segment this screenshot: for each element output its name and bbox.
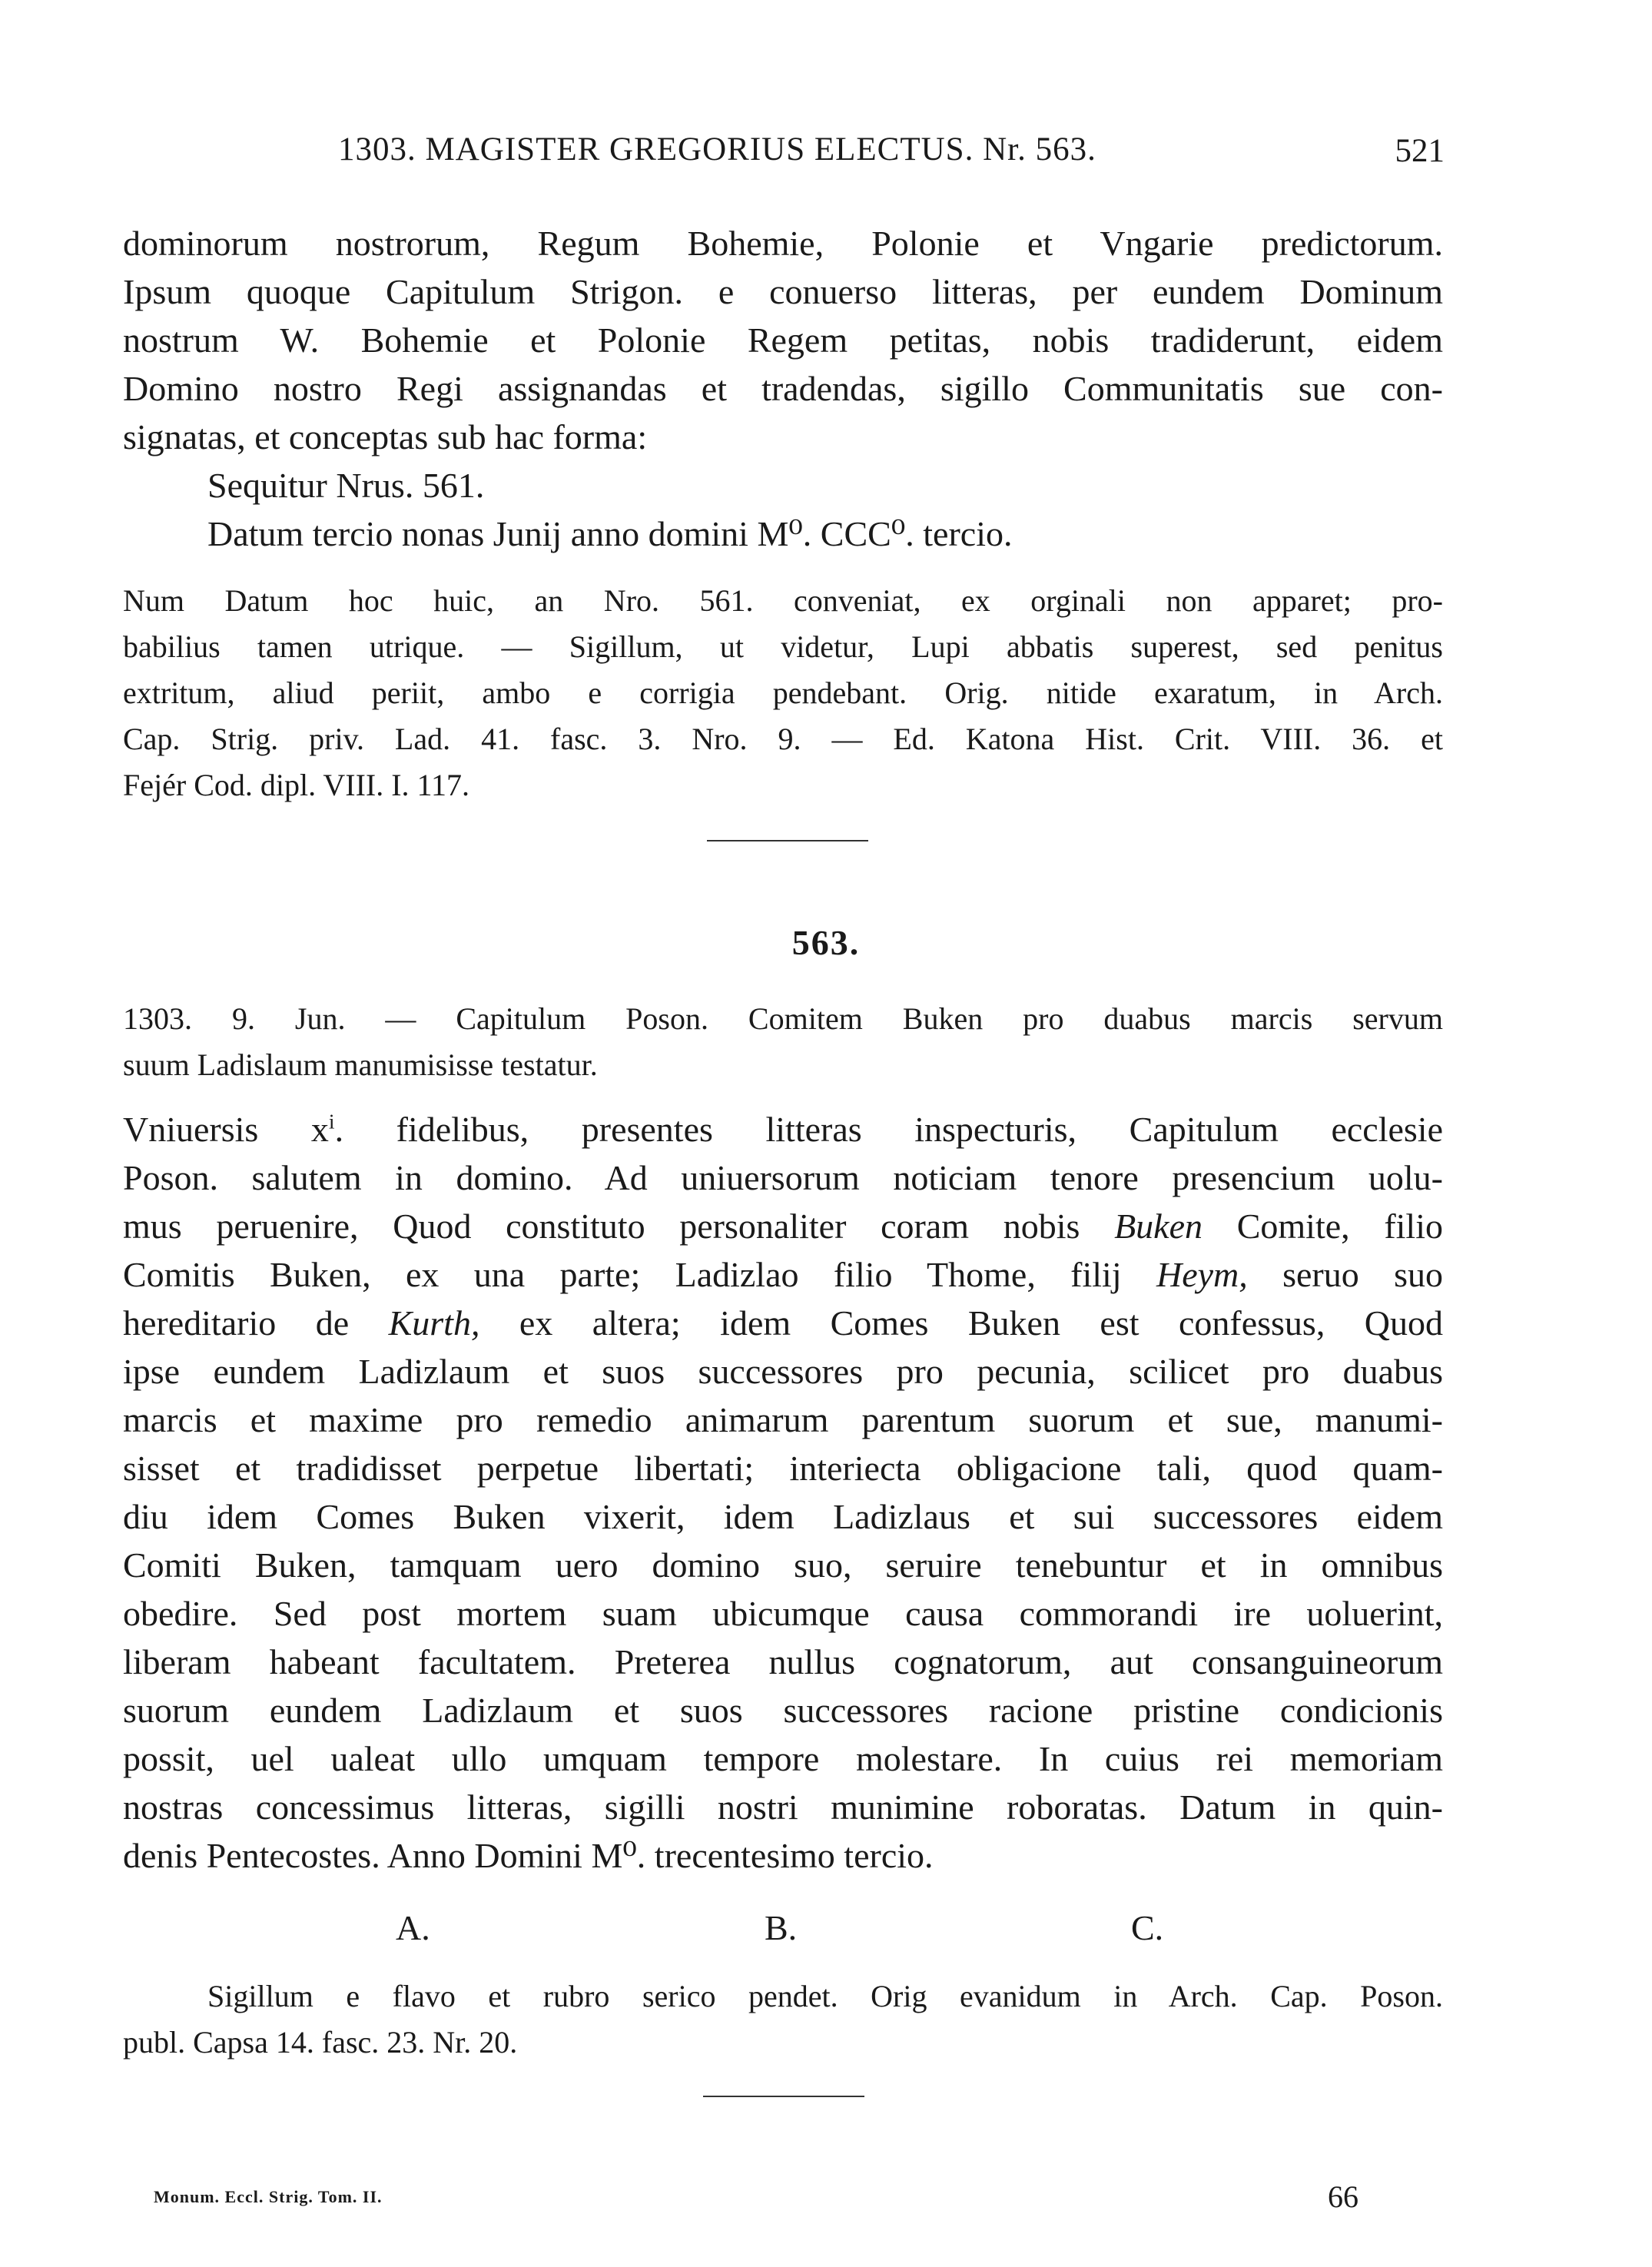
letter-a: A.	[396, 1908, 430, 1947]
charter-line: Poson. salutem in domino. Ad uniuersorum noticiam tenore presencium uolu-	[123, 1158, 1443, 1197]
note-line: Sigillum e flavo et rubro serico pendet. Orig evanidum in Arch. Cap. Poson.	[207, 1979, 1443, 2013]
footer-sheet-number: 66	[1328, 2179, 1358, 2214]
charter-line: diu idem Comes Buken vixerit, idem Ladizlaus et sui successores eidem	[123, 1497, 1443, 1536]
name-buken: Buken	[1114, 1207, 1203, 1246]
letter-c: C.	[1131, 1908, 1164, 1947]
charter-line: possit, uel ualeat ullo umquam tempore molestare. In cuius rei memoriam	[123, 1739, 1443, 1778]
name-heym: Heym,	[1156, 1255, 1248, 1294]
running-head	[123, 131, 1445, 177]
charter-line: suorum eundem Ladizlaum et suos successores racione pristine condicionis	[123, 1691, 1443, 1730]
charter-line: liberam habeant facultatem. Preterea nullus cognatorum, aut consanguineorum	[123, 1642, 1443, 1681]
charter-line: Comitis Buken, ex una parte; Ladizlao filio Thome, filij Heym, seruo suo	[123, 1255, 1443, 1294]
text-line: dominorum nostrorum, Regum Bohemie, Polonie et Vngarie predictorum.	[123, 224, 1443, 263]
note-line: Cap. Strig. priv. Lad. 41. fasc. 3. Nro. 9. — Ed. Katona Hist. Crit. VIII. 36. et	[123, 722, 1443, 756]
datum-line: Datum tercio nonas Junij anno domini M⁰. CCC⁰. tercio.	[207, 514, 1013, 553]
text-line: Ipsum quoque Capitulum Strigon. e conuerso litteras, per eundem Dominum	[123, 272, 1443, 311]
running-head-title: 1303. MAGISTER GREGORIUS ELECTUS. Nr. 563.	[338, 131, 1096, 168]
charter-line: denis Pentecostes. Anno Domini M⁰. trecentesimo tercio.	[123, 1836, 934, 1875]
charter-line: Comiti Buken, tamquam uero domino suo, seruire tenebuntur et in omnibus	[123, 1545, 1443, 1585]
regest-line: suum Ladislaum manumisisse testatur.	[123, 1047, 598, 1082]
charter-line: nostras concessimus litteras, sigilli nostri munimine roboratas. Datum in quin-	[123, 1787, 1443, 1827]
sequitur-line: Sequitur Nrus. 561.	[207, 466, 485, 505]
charter-line: obedire. Sed post mortem suam ubicumque causa commorandi ire uoluerint,	[123, 1594, 1443, 1633]
intro-paragraph	[123, 219, 1443, 558]
note-line: Fejér Cod. dipl. VIII. I. 117.	[123, 768, 470, 802]
section-divider	[707, 840, 868, 841]
note-line: extritum, aliud periit, ambo e corrigia pendebant. Orig. nitide exaratum, in Arch.	[123, 675, 1443, 710]
note-line: babilius tamen utrique. — Sigillum, ut videtur, Lupi abbatis superest, sed penitus	[123, 629, 1443, 664]
text-line: signatas, et conceptas sub hac forma:	[123, 417, 648, 456]
note-seal	[123, 1973, 1443, 2066]
charter-line: Vniuersis $x^i$. fidelibus, presentes litteras inspecturis, Capitulum ecclesie	[123, 1109, 1443, 1149]
signature-letters	[123, 1907, 1443, 1956]
charter-line: ipse eundem Ladizlaum et suos successores pro pecunia, scilicet pro duabus	[123, 1352, 1443, 1391]
regest-line: 1303. 9. Jun. — Capitulum Poson. Comitem Buken pro duabus marcis servum	[123, 1001, 1443, 1036]
section-divider	[703, 2096, 864, 2097]
document-number: 563.	[791, 923, 861, 962]
footer-signature: Monum. Eccl. Strig. Tom. II.	[154, 2187, 383, 2206]
charter-text	[123, 1105, 1443, 1880]
note-line: publ. Capsa 14. fasc. 23. Nr. 20.	[123, 2025, 518, 2060]
page-number: 521	[1395, 133, 1445, 169]
letter-b: B.	[765, 1908, 798, 1947]
note-line: Num Datum hoc huic, an Nro. 561. conveniat, ex orginali non apparet; pro-	[123, 583, 1443, 618]
text-line: Domino nostro Regi assignandas et tradendas, sigillo Communitatis sue con-	[123, 369, 1443, 408]
text-line: nostrum W. Bohemie et Polonie Regem petitas, nobis tradiderunt, eidem	[123, 320, 1443, 360]
charter-line: marcis et maxime pro remedio animarum parentum suorum et sue, manumi-	[123, 1400, 1443, 1439]
note-previous	[123, 578, 1443, 808]
regest	[123, 996, 1443, 1088]
charter-line: mus peruenire, Quod constituto personaliter coram nobis Buken Comite, filio	[123, 1207, 1443, 1246]
place-kurth: Kurth,	[388, 1303, 480, 1343]
charter-line: hereditario de Kurth, ex altera; idem Comes Buken est confessus, Quod	[123, 1303, 1443, 1343]
charter-line: sisset et tradidisset perpetue libertati; interiecta obligacione tali, quod quam-	[123, 1449, 1443, 1488]
